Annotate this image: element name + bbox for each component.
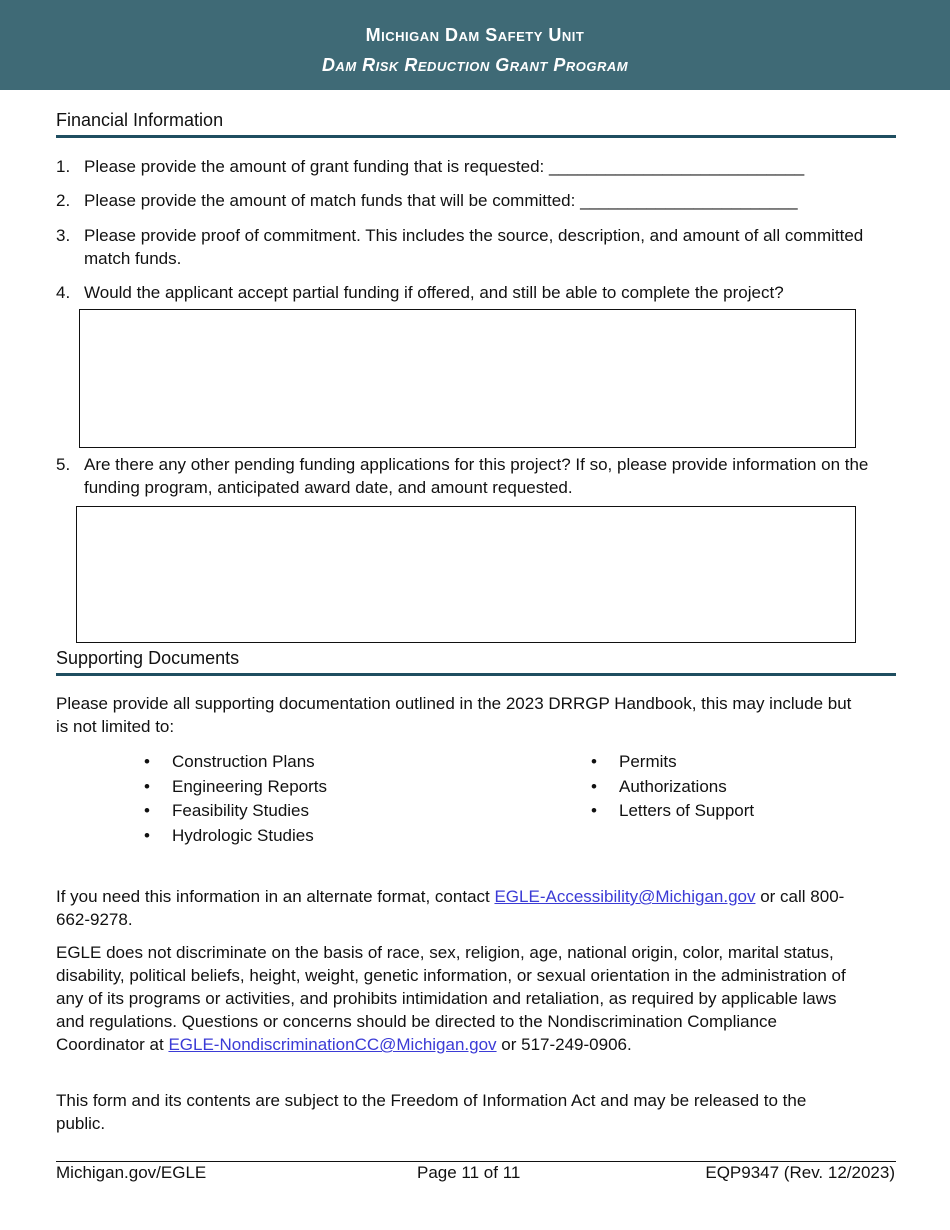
question-1 bbox=[56, 155, 896, 178]
agency-title: Michigan Dam Safety Unit bbox=[365, 25, 585, 45]
accessibility-email-link[interactable]: EGLE-Accessibility@Michigan.gov bbox=[494, 887, 756, 906]
partial-funding-answer-box[interactable] bbox=[79, 309, 856, 448]
accessibility-notice bbox=[56, 885, 856, 931]
nondiscrimination-prefix: EGLE does not discriminate on the basis of race, sex, religion, age, national origin, color, marital status, disability, political beliefs, height, weight, genetic information, or sexual orientation in the administration of any of its programs or activities, and prohibits intimidation and retaliation, as required by applicable laws and regulations. Questions or concerns should be directed to the Nondiscrimination Compliance Coordinator at bbox=[56, 943, 846, 1054]
supporting-section-rule bbox=[56, 673, 896, 676]
question-number: 4. bbox=[56, 283, 71, 302]
list-item: • Hydrologic Studies bbox=[144, 824, 327, 849]
accessibility-prefix: If you need this information in an alternate format, contact bbox=[56, 887, 495, 906]
question-number: 2. bbox=[56, 191, 71, 210]
nondiscrimination-email-link[interactable]: EGLE-NondiscriminationCC@Michigan.gov bbox=[168, 1035, 497, 1054]
question-number: 3. bbox=[56, 226, 71, 245]
list-item: • Feasibility Studies bbox=[144, 799, 327, 824]
program-title: Dam Risk Reduction Grant Program bbox=[321, 55, 629, 75]
list-item: • Letters of Support bbox=[591, 799, 754, 824]
footer-website: Michigan.gov/EGLE bbox=[56, 1163, 207, 1182]
footer-form-number: EQP9347 (Rev. 12/2023) bbox=[705, 1163, 895, 1182]
header-banner bbox=[0, 0, 950, 90]
question-5 bbox=[56, 453, 896, 499]
supporting-section-title: Supporting Documents bbox=[56, 648, 240, 668]
list-item: • Construction Plans bbox=[144, 750, 327, 775]
question-text: Would the applicant accept partial funding if offered, and still be able to complete the project? bbox=[84, 283, 784, 302]
footer-rule bbox=[56, 1161, 896, 1162]
list-item: • Engineering Reports bbox=[144, 775, 327, 800]
question-number: 1. bbox=[56, 157, 71, 176]
footer-page-number: Page 11 of 11 bbox=[417, 1163, 521, 1182]
supporting-list-left bbox=[144, 750, 327, 848]
nondiscrimination-suffix: or 517-249-0906. bbox=[496, 1035, 632, 1054]
supporting-intro: Please provide all supporting documentation outlined in the 2023 DRRGP Handbook, this may include but is not limited to: bbox=[56, 694, 852, 736]
question-3 bbox=[56, 224, 896, 270]
accessibility-suffix: or call 800-662-9278. bbox=[56, 887, 845, 929]
supporting-list-right bbox=[591, 750, 754, 824]
question-text: Are there any other pending funding applications for this project? If so, please provide information on the funding program, anticipated award date, and amount requested. bbox=[84, 455, 869, 497]
question-text: Please provide the amount of match funds that will be committed: _______________________ bbox=[84, 191, 798, 210]
financial-section-rule bbox=[56, 135, 896, 138]
list-item: • Authorizations bbox=[591, 775, 754, 800]
question-2 bbox=[56, 189, 896, 212]
question-4 bbox=[56, 281, 896, 304]
question-text: Please provide the amount of grant funding that is requested: ___________________________ bbox=[84, 157, 805, 176]
financial-section-title: Financial Information bbox=[56, 110, 224, 130]
question-text: Please provide proof of commitment. This includes the source, description, and amount of all committed match funds. bbox=[84, 226, 864, 268]
question-number: 5. bbox=[56, 455, 71, 474]
list-item: • Permits bbox=[591, 750, 754, 775]
foia-notice: This form and its contents are subject to the Freedom of Information Act and may be released to the public. bbox=[56, 1091, 807, 1133]
pending-applications-answer-box[interactable] bbox=[76, 506, 856, 643]
nondiscrimination-notice bbox=[56, 941, 856, 1056]
